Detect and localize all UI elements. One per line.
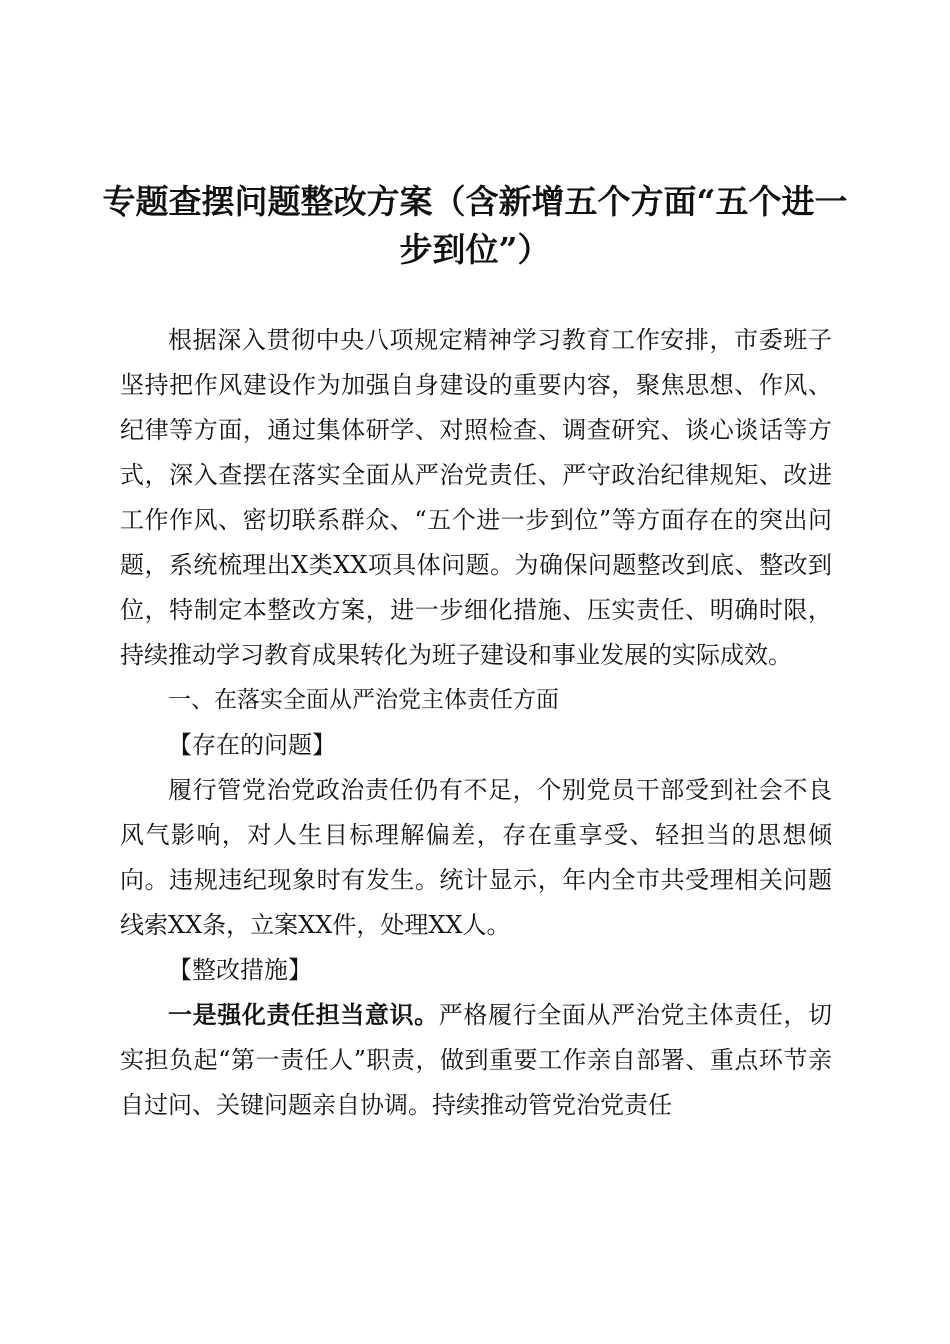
measure-lead: 一是强化责任担当意识。 xyxy=(168,1001,439,1029)
problems-paragraph: 履行管党治党政治责任仍有不足，个别党员干部受到社会不良风气影响，对人生目标理解偏差，存在重享受、轻担当的思想倾向。违规违纪现象时有发生。统计显示，年内全市共受理相关问题线索XX条，立案XX件，处理XX人。 xyxy=(120,776,832,939)
problems-label: 【存在的问题】 xyxy=(168,731,336,759)
measure-text: 严格履行全面从严治党主体责任，切实担负起“第一责任人”职责，做到重要工作亲自部署、重点环节亲自过问、关键问题亲自协调。持续推动管党治党责任 xyxy=(120,1001,833,1119)
section-heading: 一、在落实全面从严治党主体责任方面 xyxy=(168,687,559,713)
measure-paragraph xyxy=(120,993,832,1128)
intro-paragraph: 根据深入贯彻中央八项规定精神学习教育工作安排，市委班子坚持把作风建设作为加强自身建设的重要内容，聚焦思想、作风、纪律等方面，通过集体研学、对照检查、调查研究、谈心谈话等方式，深入查摆在落实全面从严治党责任、严守政治纪律规矩、改进工作作风、密切联系群众、“五个进一步到位”等方面存在的突出问题，系统梳理出X类XX项具体问题。为确保问题整改到底、整改到位，特制定本整改方案，进一步细化措施、压实责任、明确时限，持续推动学习教育成果转化为班子建设和事业发展的实际成效。 xyxy=(120,326,832,669)
document-title: 专题查摆问题整改方案（含新增五个方面“五个进一步到位”） xyxy=(102,182,848,269)
document-body xyxy=(120,318,832,1128)
measures-label: 【整改措施】 xyxy=(168,956,312,984)
